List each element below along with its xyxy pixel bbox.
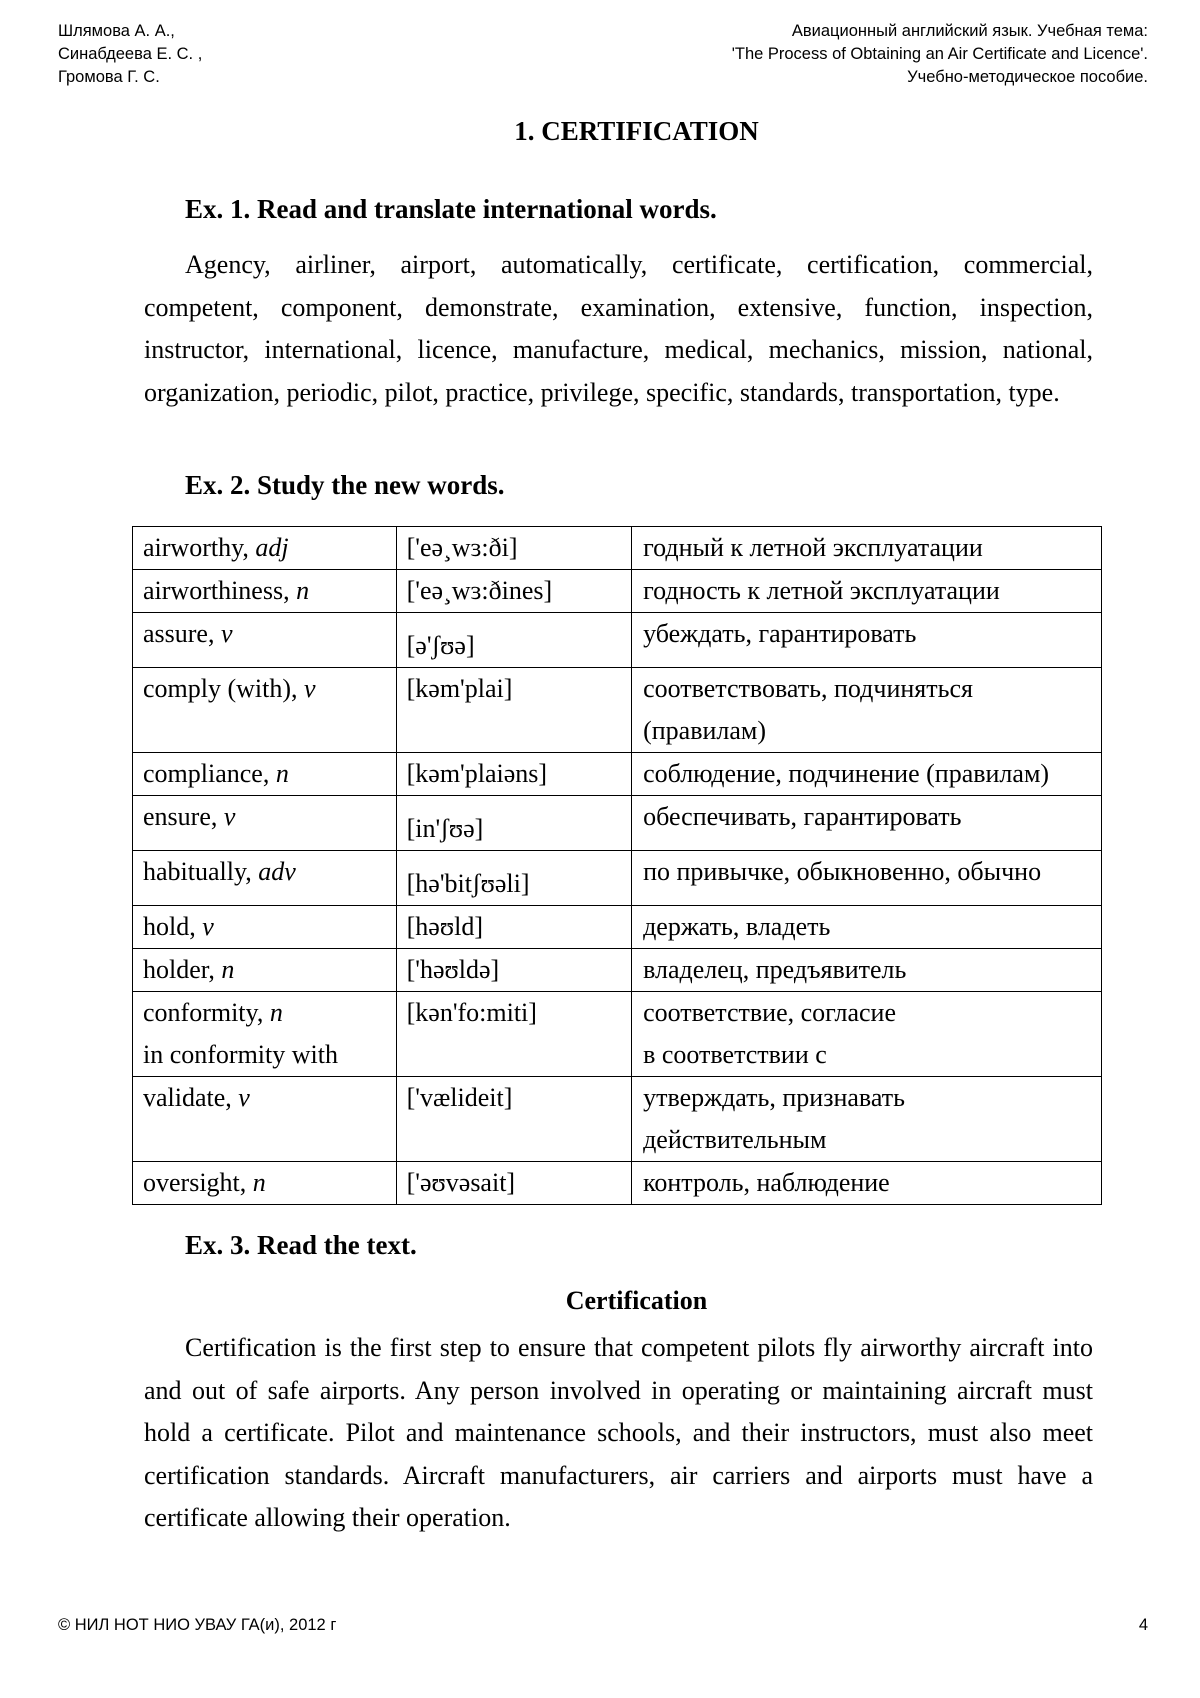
transcription: [kəm'plai]	[406, 674, 513, 703]
ex3-heading: Ex. 3. Read the text.	[185, 1230, 417, 1260]
transcription-cell	[396, 753, 631, 796]
word-cell	[133, 1077, 397, 1162]
translation-cell	[632, 796, 1102, 851]
table-row	[133, 527, 1102, 570]
part-of-speech: v	[220, 619, 233, 648]
translation: соответствие, согласие	[643, 998, 897, 1027]
word: airworthiness,	[143, 576, 290, 605]
transcription: ['vælideit]	[406, 1083, 513, 1112]
translation-cell	[632, 906, 1102, 949]
ex3-text: Certification is the first step to ensure that competent pilots fly airworthy aircraft into and out of safe airports. Any person involved in operating or maintaining aircraft must hold a certificate. Pilot and maintenance schools, and their instructors, must also meet certification standards. Aircraft manufacturers, air carriers and airports must have a certificate allowing their operation.	[144, 1333, 1093, 1532]
translation-cell	[632, 1077, 1102, 1162]
ex2-heading: Ex. 2. Study the new words.	[185, 470, 505, 500]
table-row	[133, 851, 1102, 906]
part-of-speech: adj	[255, 533, 289, 562]
translation-cell	[632, 668, 1102, 753]
transcription: [kəm'plaiəns]	[406, 759, 548, 788]
translation-cell	[632, 851, 1102, 906]
transcription: ['həʊldə]	[406, 955, 500, 984]
word-cell	[133, 906, 397, 949]
translation-continued: в соответствии с	[643, 1040, 827, 1069]
table-row	[133, 1077, 1102, 1162]
word: assure,	[143, 619, 215, 648]
part-of-speech: v	[202, 912, 214, 941]
part-of-speech: n	[252, 1168, 266, 1197]
transcription: ['eə¸wɜ:ðines]	[406, 576, 553, 605]
word-cell	[133, 527, 397, 570]
page-number: 4	[1138, 1616, 1148, 1634]
transcription: [hə'bitʃʊəli]	[406, 869, 530, 898]
table-row	[133, 992, 1102, 1077]
translation: по привычке, обыкновенно, обычно	[643, 857, 1042, 886]
translation: владелец, предъявитель	[643, 955, 907, 984]
transcription-cell	[396, 668, 631, 753]
word-cell	[133, 753, 397, 796]
transcription: [həʊld]	[406, 912, 483, 941]
header-course-line-2: 'The Process of Obtaining an Air Certificate and Licence'.	[731, 45, 1148, 63]
translation: держать, владеть	[643, 912, 831, 941]
word-cell	[133, 668, 397, 753]
translation-cell	[632, 527, 1102, 570]
translation: утверждать, признавать	[643, 1083, 905, 1112]
word-cell	[133, 613, 397, 668]
word-cell	[133, 851, 397, 906]
table-row	[133, 613, 1102, 668]
header-author-3: Громова Г. С.	[58, 68, 160, 86]
transcription-cell	[396, 992, 631, 1077]
translation: годность к летной эксплуатации	[643, 576, 1000, 605]
table-row	[133, 753, 1102, 796]
page-title: 1. CERTIFICATION	[514, 116, 759, 146]
header-author-1: Шлямова А. А.,	[58, 22, 175, 40]
word: hold,	[143, 912, 196, 941]
part-of-speech: adv	[258, 857, 296, 886]
transcription-cell	[396, 851, 631, 906]
part-of-speech: n	[275, 759, 289, 788]
word-cell	[133, 949, 397, 992]
word: oversight,	[143, 1168, 247, 1197]
word: habitually,	[143, 857, 252, 886]
word: comply (with),	[143, 674, 298, 703]
transcription-cell	[396, 1162, 631, 1205]
section-title: Certification	[565, 1286, 708, 1315]
word: conformity,	[143, 998, 264, 1027]
word-cell	[133, 992, 397, 1077]
translation: контроль, наблюдение	[643, 1168, 890, 1197]
transcription-cell	[396, 570, 631, 613]
translation-cell	[632, 613, 1102, 668]
part-of-speech: n	[296, 576, 310, 605]
table-row	[133, 796, 1102, 851]
transcription-cell	[396, 796, 631, 851]
word-cell	[133, 570, 397, 613]
part-of-speech: v	[223, 802, 236, 831]
word-cell	[133, 796, 397, 851]
header-author-2: Синабдеева Е. С. ,	[58, 45, 203, 63]
part-of-speech: v	[238, 1083, 250, 1112]
transcription: ['eə¸wɜ:ði]	[406, 533, 518, 562]
part-of-speech: n	[221, 955, 235, 984]
word: airworthy,	[143, 533, 249, 562]
part-of-speech: v	[304, 674, 316, 703]
translation-continued: (правилам)	[643, 716, 767, 745]
table-row	[133, 668, 1102, 753]
transcription: [in'ʃʊə]	[406, 814, 484, 843]
transcription-cell	[396, 527, 631, 570]
word-cell	[133, 1162, 397, 1205]
translation-cell	[632, 753, 1102, 796]
word-phrase: in conformity with	[143, 1040, 338, 1069]
word: holder,	[143, 955, 215, 984]
part-of-speech: n	[269, 998, 283, 1027]
translation: соответствовать, подчиняться	[643, 674, 973, 703]
transcription: [kən'fo:miti]	[406, 998, 537, 1027]
translation: годный к летной эксплуатации	[643, 533, 983, 562]
footer-copyright: © НИЛ НОТ НИО УВАУ ГА(и), 2012 г	[58, 1616, 337, 1634]
vocabulary-table	[132, 526, 1102, 1205]
translation: убеждать, гарантировать	[643, 619, 917, 648]
translation: обеспечивать, гарантировать	[643, 802, 962, 831]
table-row	[133, 570, 1102, 613]
transcription-cell	[396, 906, 631, 949]
ex1-heading: Ex. 1. Read and translate international words.	[185, 194, 717, 224]
ex1-text: Agency, airliner, airport, automatically, certificate, certification, commercial, competent, component, demonstrate, examination, extensive, function, inspection, instructor, international, licence, manufacture, medical, mechanics, mission, national, organization, periodic, pilot, practice, privilege, specific, standards, transportation, type.	[144, 250, 1093, 407]
header-course-line-1: Авиационный английский язык. Учебная тема:	[791, 22, 1148, 40]
translation-cell	[632, 570, 1102, 613]
header-authors	[58, 20, 202, 89]
word: ensure,	[143, 802, 218, 831]
translation: соблюдение, подчинение (правилам)	[643, 759, 1050, 788]
table-row	[133, 949, 1102, 992]
translation-cell	[632, 1162, 1102, 1205]
header-course-line-3: Учебно-методическое пособие.	[907, 68, 1148, 86]
transcription: [ə'ʃʊə]	[406, 631, 475, 660]
translation-cell	[632, 949, 1102, 992]
transcription-cell	[396, 949, 631, 992]
transcription: ['əʊvəsait]	[406, 1168, 516, 1197]
table-row	[133, 906, 1102, 949]
table-row	[133, 1162, 1102, 1205]
word: validate,	[143, 1083, 232, 1112]
translation-continued: действительным	[643, 1125, 827, 1154]
translation-cell	[632, 992, 1102, 1077]
transcription-cell	[396, 1077, 631, 1162]
header-course-info	[732, 20, 1148, 89]
transcription-cell	[396, 613, 631, 668]
word: compliance,	[143, 759, 270, 788]
